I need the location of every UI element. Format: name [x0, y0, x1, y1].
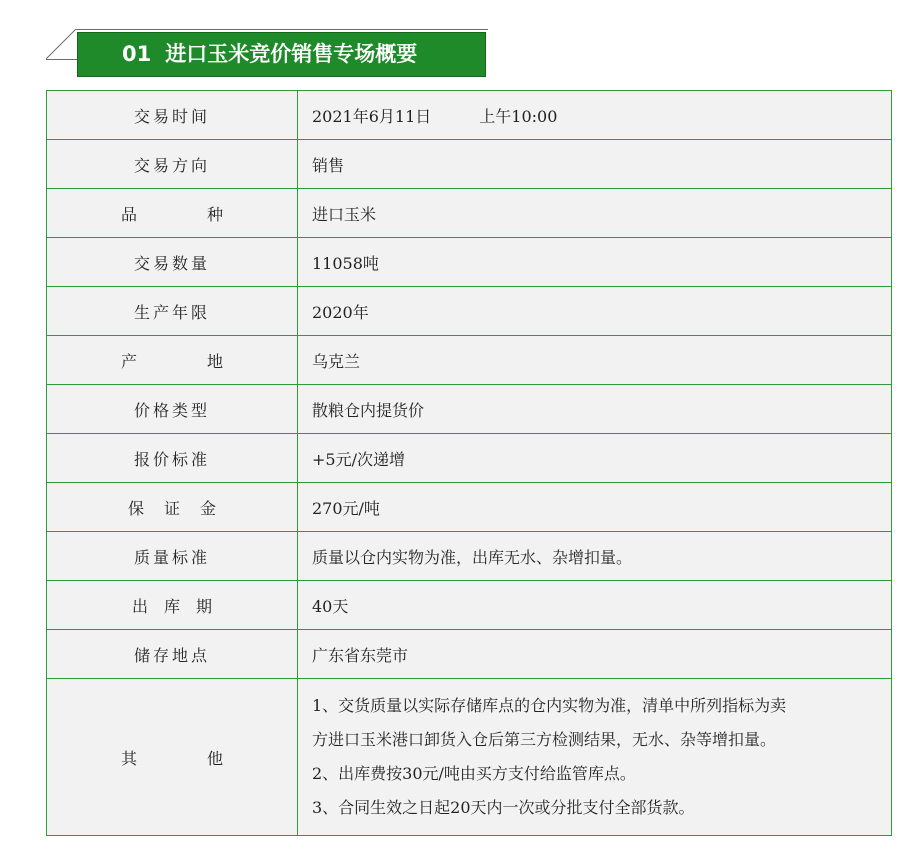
note-line: 3、合同生效之日起20天内一次或分批支付全部货款。 — [312, 798, 695, 817]
row-label: 生产年限 — [47, 287, 298, 336]
table-row — [47, 532, 892, 581]
table-row — [47, 581, 892, 630]
row-value: 40天 — [298, 581, 892, 630]
row-value: 2020年 — [298, 287, 892, 336]
table-row — [47, 189, 892, 238]
table-row — [47, 630, 892, 679]
table-row — [47, 238, 892, 287]
note-line: 2、出库费按30元/吨由买方支付给监管库点。 — [312, 764, 636, 783]
row-label: 保 证 金 — [47, 483, 298, 532]
row-label: 价格类型 — [47, 385, 298, 434]
header-corner-line — [46, 29, 77, 60]
row-label: 其 他 — [47, 679, 298, 836]
row-label: 报价标准 — [47, 434, 298, 483]
row-value: 11058吨 — [298, 238, 892, 287]
section-header — [46, 29, 488, 78]
note-line: 1、交货质量以实际存储库点的仓内实物为准，清单中所列指标为卖 — [312, 696, 787, 715]
row-value: 广东省东莞市 — [298, 630, 892, 679]
row-value: 进口玉米 — [298, 189, 892, 238]
header-rule-top — [76, 29, 488, 30]
table-row — [47, 434, 892, 483]
section-title-banner — [77, 32, 486, 77]
row-value: 销售 — [298, 140, 892, 189]
row-value: 散粮仓内提货价 — [298, 385, 892, 434]
table-row — [47, 91, 892, 140]
row-label: 出 库 期 — [47, 581, 298, 630]
table-row — [47, 336, 892, 385]
section-number: 01 — [122, 42, 152, 66]
row-label: 交易数量 — [47, 238, 298, 287]
table-row — [47, 679, 892, 836]
row-label: 交易时间 — [47, 91, 298, 140]
trade-date: 2021年6月11日 — [312, 106, 432, 126]
note-line: 方进口玉米港口卸货入仓后第三方检测结果，无水、杂等增扣量。 — [312, 730, 777, 749]
row-value — [298, 679, 892, 836]
section-title: 进口玉米竞价销售专场概要 — [165, 42, 418, 66]
table-row — [47, 483, 892, 532]
auction-summary-table — [46, 90, 892, 836]
row-value: +5元/次递增 — [298, 434, 892, 483]
table-row — [47, 287, 892, 336]
row-value: 质量以仓内实物为准，出库无水、杂增扣量。 — [298, 532, 892, 581]
row-label: 质量标准 — [47, 532, 298, 581]
row-label: 储存地点 — [47, 630, 298, 679]
table-row — [47, 385, 892, 434]
row-value: 乌克兰 — [298, 336, 892, 385]
row-value: 270元/吨 — [298, 483, 892, 532]
row-label: 品 种 — [47, 189, 298, 238]
row-value — [298, 91, 892, 140]
row-label: 产 地 — [47, 336, 298, 385]
row-label: 交易方向 — [47, 140, 298, 189]
table-row — [47, 140, 892, 189]
trade-time: 上午10:00 — [479, 106, 558, 126]
